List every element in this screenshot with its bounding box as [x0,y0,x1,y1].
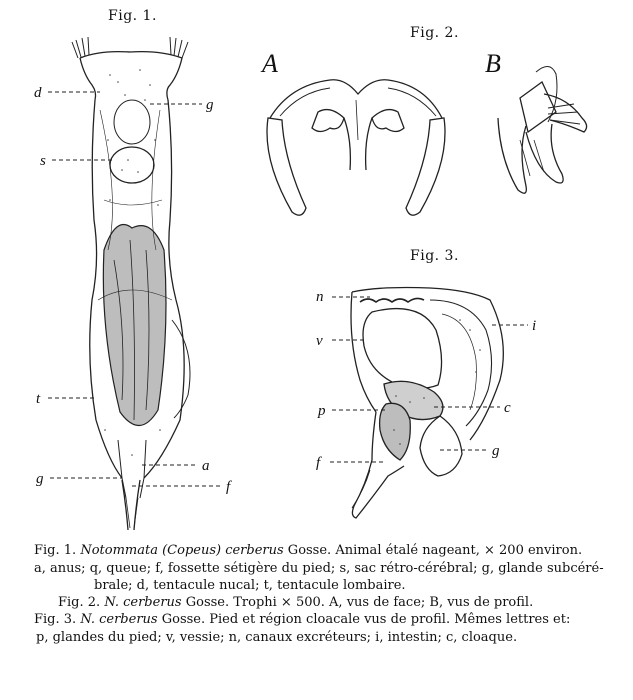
caption-fig1-line2: a, anus; q, queue; f, fossette sétigère du pied; s, sac rétro-cérébral; g, glande subcéré- [34,560,604,576]
fig1-rotifer-drawing [72,37,190,530]
caption-fig1-prefix: Fig. 1. [34,543,81,558]
caption-fig3-text: Gosse. Pied et région cloacale vus de profil. Mêmes lettres et: [157,612,571,627]
caption-fig3-line2: p, glandes du pied; v, vessie; n, canaux excréteurs; i, intestin; c, cloaque. [36,629,518,645]
fig2-panel-b-label: B [485,49,501,78]
fig3-label-v: v [316,333,323,349]
fig1-label-f: f [226,479,231,495]
caption-fig1-genus: Notommata [80,543,158,558]
fig3-label-p: p [318,403,326,419]
fig2-trophi-profile [498,66,587,193]
fig3-label-n: n [316,289,324,305]
fig1-label-d: d [34,85,42,101]
caption-fig1-text: Gosse. Animal étalé nageant, ⨯ 200 environ. [283,543,583,558]
fig1-label-g-top: g [206,97,214,113]
fig2-panel-a-label: A [262,49,278,78]
fig3-label-g: g [492,443,500,459]
caption-fig2-prefix: Fig. 2. [58,595,105,610]
fig1-label-g-left: g [36,471,44,487]
fig2-trophi-front [267,80,445,215]
caption-fig1-subgenus: (Copeus) cerberus [162,543,284,558]
fig3-labels [316,289,536,471]
fig3-label-f: f [316,455,321,471]
fig1-label-a: a [202,458,210,474]
caption-fig3 [34,611,619,646]
caption-fig2-text: Gosse. Trophi ⨯ 500. A, vus de face; B, vus de profil. [181,595,534,610]
caption-fig3-species: N. cerberus [80,612,158,627]
fig1-label-s: s [40,153,46,169]
caption-fig2-species: N. cerberus [104,595,182,610]
fig3-title: Fig. 3. [410,248,459,264]
fig1-label-t: t [36,391,41,407]
caption-fig3-prefix: Fig. 3. [34,612,81,627]
fig2-title: Fig. 2. [410,25,459,41]
fig3-foot-drawing [351,288,503,519]
caption-fig1 [34,542,619,595]
fig1-title: Fig. 1. [108,8,157,24]
caption-fig2 [58,594,633,612]
fig3-label-i: i [532,318,537,334]
caption-fig1-line3: brale; d, tentacule nucal; t, tentacule lombaire. [94,578,406,593]
fig3-label-c: c [504,400,511,416]
